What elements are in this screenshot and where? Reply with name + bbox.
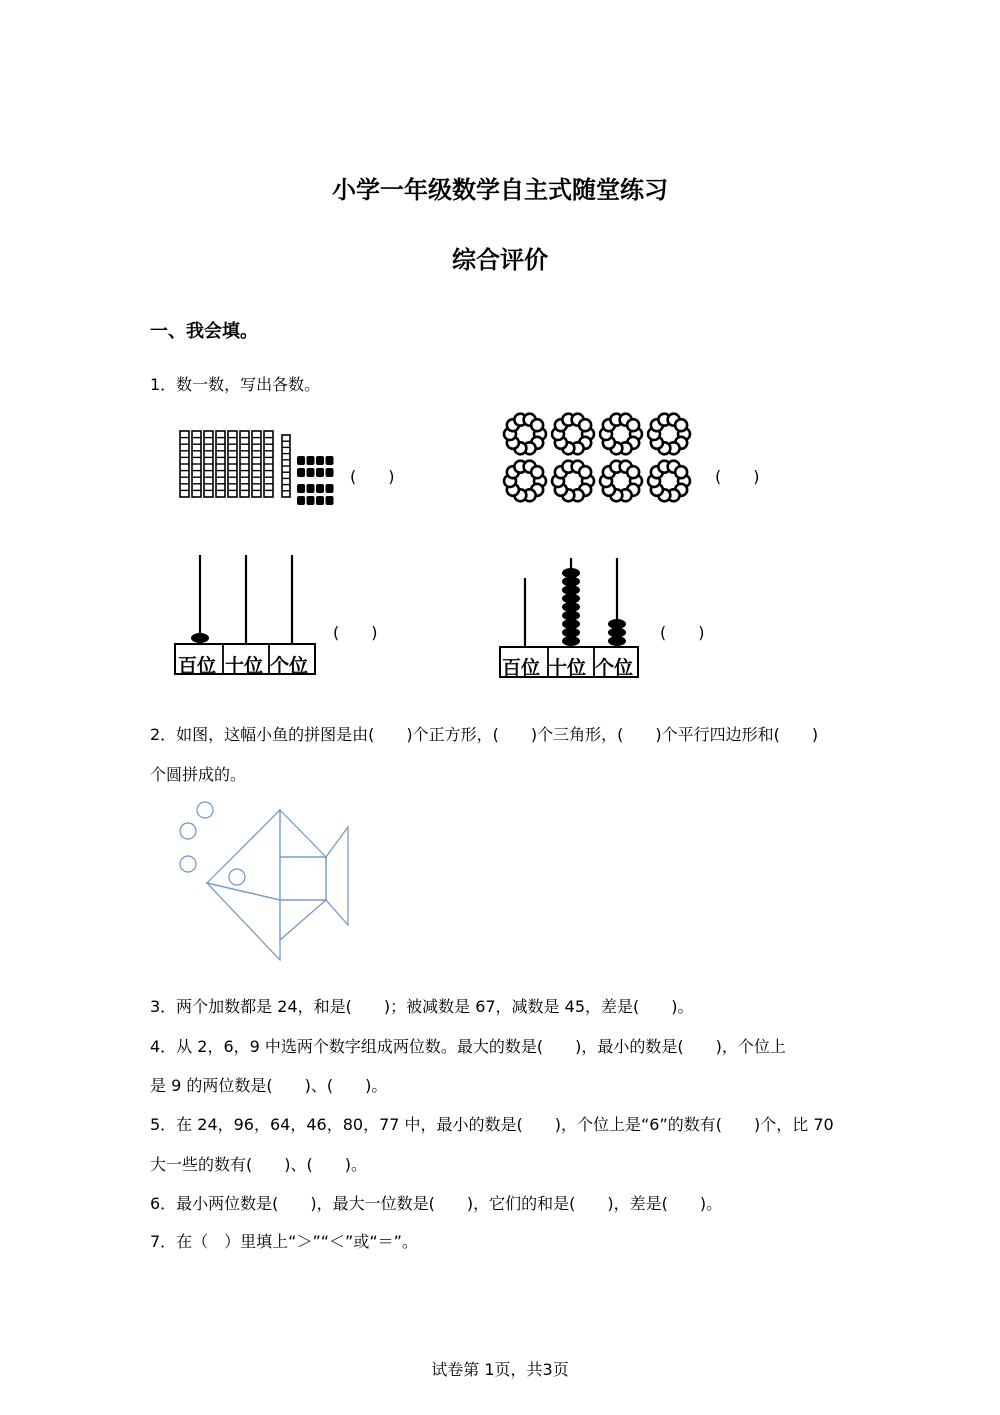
- bubble-shape: [180, 823, 196, 839]
- question-2-line-1: 2．如图，这幅小鱼的拼图是由( )个正方形，( )个三角形，( )个平行四边形和( ): [150, 725, 819, 744]
- unit-cube: [297, 468, 305, 477]
- unit-cube: [316, 468, 324, 477]
- unit-cube: [297, 456, 305, 465]
- flower-group: [504, 414, 546, 455]
- question-4-line-1: 4．从 2，6，9 中选两个数字组成两位数。最大的数是( )，最小的数是( )，个位上: [150, 1037, 786, 1056]
- top-parallelogram: [280, 810, 326, 857]
- bundle-of-ten-sticks: [216, 431, 225, 497]
- unit-cube: [326, 468, 334, 477]
- bubble-shape: [180, 856, 196, 872]
- question-5-line-2: 大一些的数有( )、( )。: [150, 1155, 367, 1174]
- section-heading-fill: 一、我会填。: [150, 321, 258, 342]
- head-top-triangle: [207, 810, 280, 900]
- single-stick: [282, 435, 290, 497]
- question-3: 3．两个加数都是 24，和是( )；被减数是 67，减数是 45，差是( )。: [150, 997, 694, 1016]
- bundle-of-ten-sticks: [240, 431, 249, 497]
- abacus-bead: [562, 568, 580, 578]
- unit-cube: [307, 468, 315, 477]
- head-bottom-triangle: [207, 883, 280, 960]
- answer-blank[interactable]: ( ): [350, 467, 395, 486]
- flower-group: [600, 414, 642, 455]
- unit-cube: [326, 484, 334, 493]
- question-7: 7．在（ ）里填上“＞”“＜”或“＝”。: [150, 1232, 418, 1251]
- tail-parallelogram: [326, 827, 348, 925]
- abacus-label-ones: 个位: [595, 657, 634, 679]
- question-2-line-2: 个圆拼成的。: [150, 765, 247, 784]
- question-5-line-1: 5．在 24，96，64，46，80，77 中，最小的数是( )，个位上是“6”的数有( )个，比 70: [150, 1115, 834, 1134]
- flower-group: [648, 461, 690, 502]
- abacus-label-tens: 十位: [548, 657, 587, 679]
- abacus-figure-b: [495, 550, 645, 685]
- flower-group: [648, 414, 690, 455]
- flower-group: [552, 414, 594, 455]
- unit-cube: [307, 456, 315, 465]
- answer-blank[interactable]: ( ): [333, 623, 378, 642]
- unit-cube: [326, 496, 334, 505]
- question-4-line-2: 是 9 的两位数是( )、( )。: [150, 1076, 388, 1095]
- bottom-triangle: [280, 900, 326, 940]
- flower-group: [504, 461, 546, 502]
- abacus-bead: [608, 619, 626, 629]
- abacus-label-hundreds: 百位: [502, 657, 541, 679]
- unit-cube: [297, 496, 305, 505]
- bundle-of-ten-sticks: [264, 431, 273, 497]
- page-subtitle: 综合评价: [452, 246, 548, 274]
- unit-cube: [297, 484, 305, 493]
- abacus-label-ones: 个位: [270, 655, 309, 677]
- answer-blank[interactable]: ( ): [715, 467, 760, 486]
- unit-cube: [316, 496, 324, 505]
- bundle-of-ten-sticks: [228, 431, 237, 497]
- unit-cube: [316, 484, 324, 493]
- square-shape: [280, 857, 326, 900]
- bundle-of-ten-sticks: [252, 431, 261, 497]
- flower-group: [552, 461, 594, 502]
- unit-cube: [326, 456, 334, 465]
- flower-group: [600, 461, 642, 502]
- page-footer: 试卷第 1页，共3页: [431, 1360, 569, 1379]
- unit-cube: [307, 484, 315, 493]
- bundle-of-ten-sticks: [180, 431, 189, 497]
- answer-blank[interactable]: ( ): [660, 623, 705, 642]
- abacus-label-hundreds: 百位: [178, 655, 217, 677]
- sticks-figure: [175, 428, 335, 500]
- abacus-bead: [191, 633, 209, 643]
- abacus-label-tens: 十位: [225, 655, 264, 677]
- bundle-of-ten-sticks: [192, 431, 201, 497]
- bubble-shape: [197, 802, 213, 818]
- page-title: 小学一年级数学自主式随堂练习: [332, 176, 668, 204]
- unit-cube: [316, 456, 324, 465]
- unit-cube: [307, 496, 315, 505]
- eye-circle-shape: [229, 869, 245, 885]
- question-1: 1．数一数，写出各数。: [150, 375, 321, 394]
- flower-groups-figure: [503, 412, 698, 507]
- fish-tangram-figure: [170, 795, 360, 965]
- bundle-of-ten-sticks: [204, 431, 213, 497]
- question-6: 6．最小两位数是( )，最大一位数是( )，它们的和是( )，差是( )。: [150, 1194, 723, 1213]
- abacus-figure-a: [170, 550, 320, 682]
